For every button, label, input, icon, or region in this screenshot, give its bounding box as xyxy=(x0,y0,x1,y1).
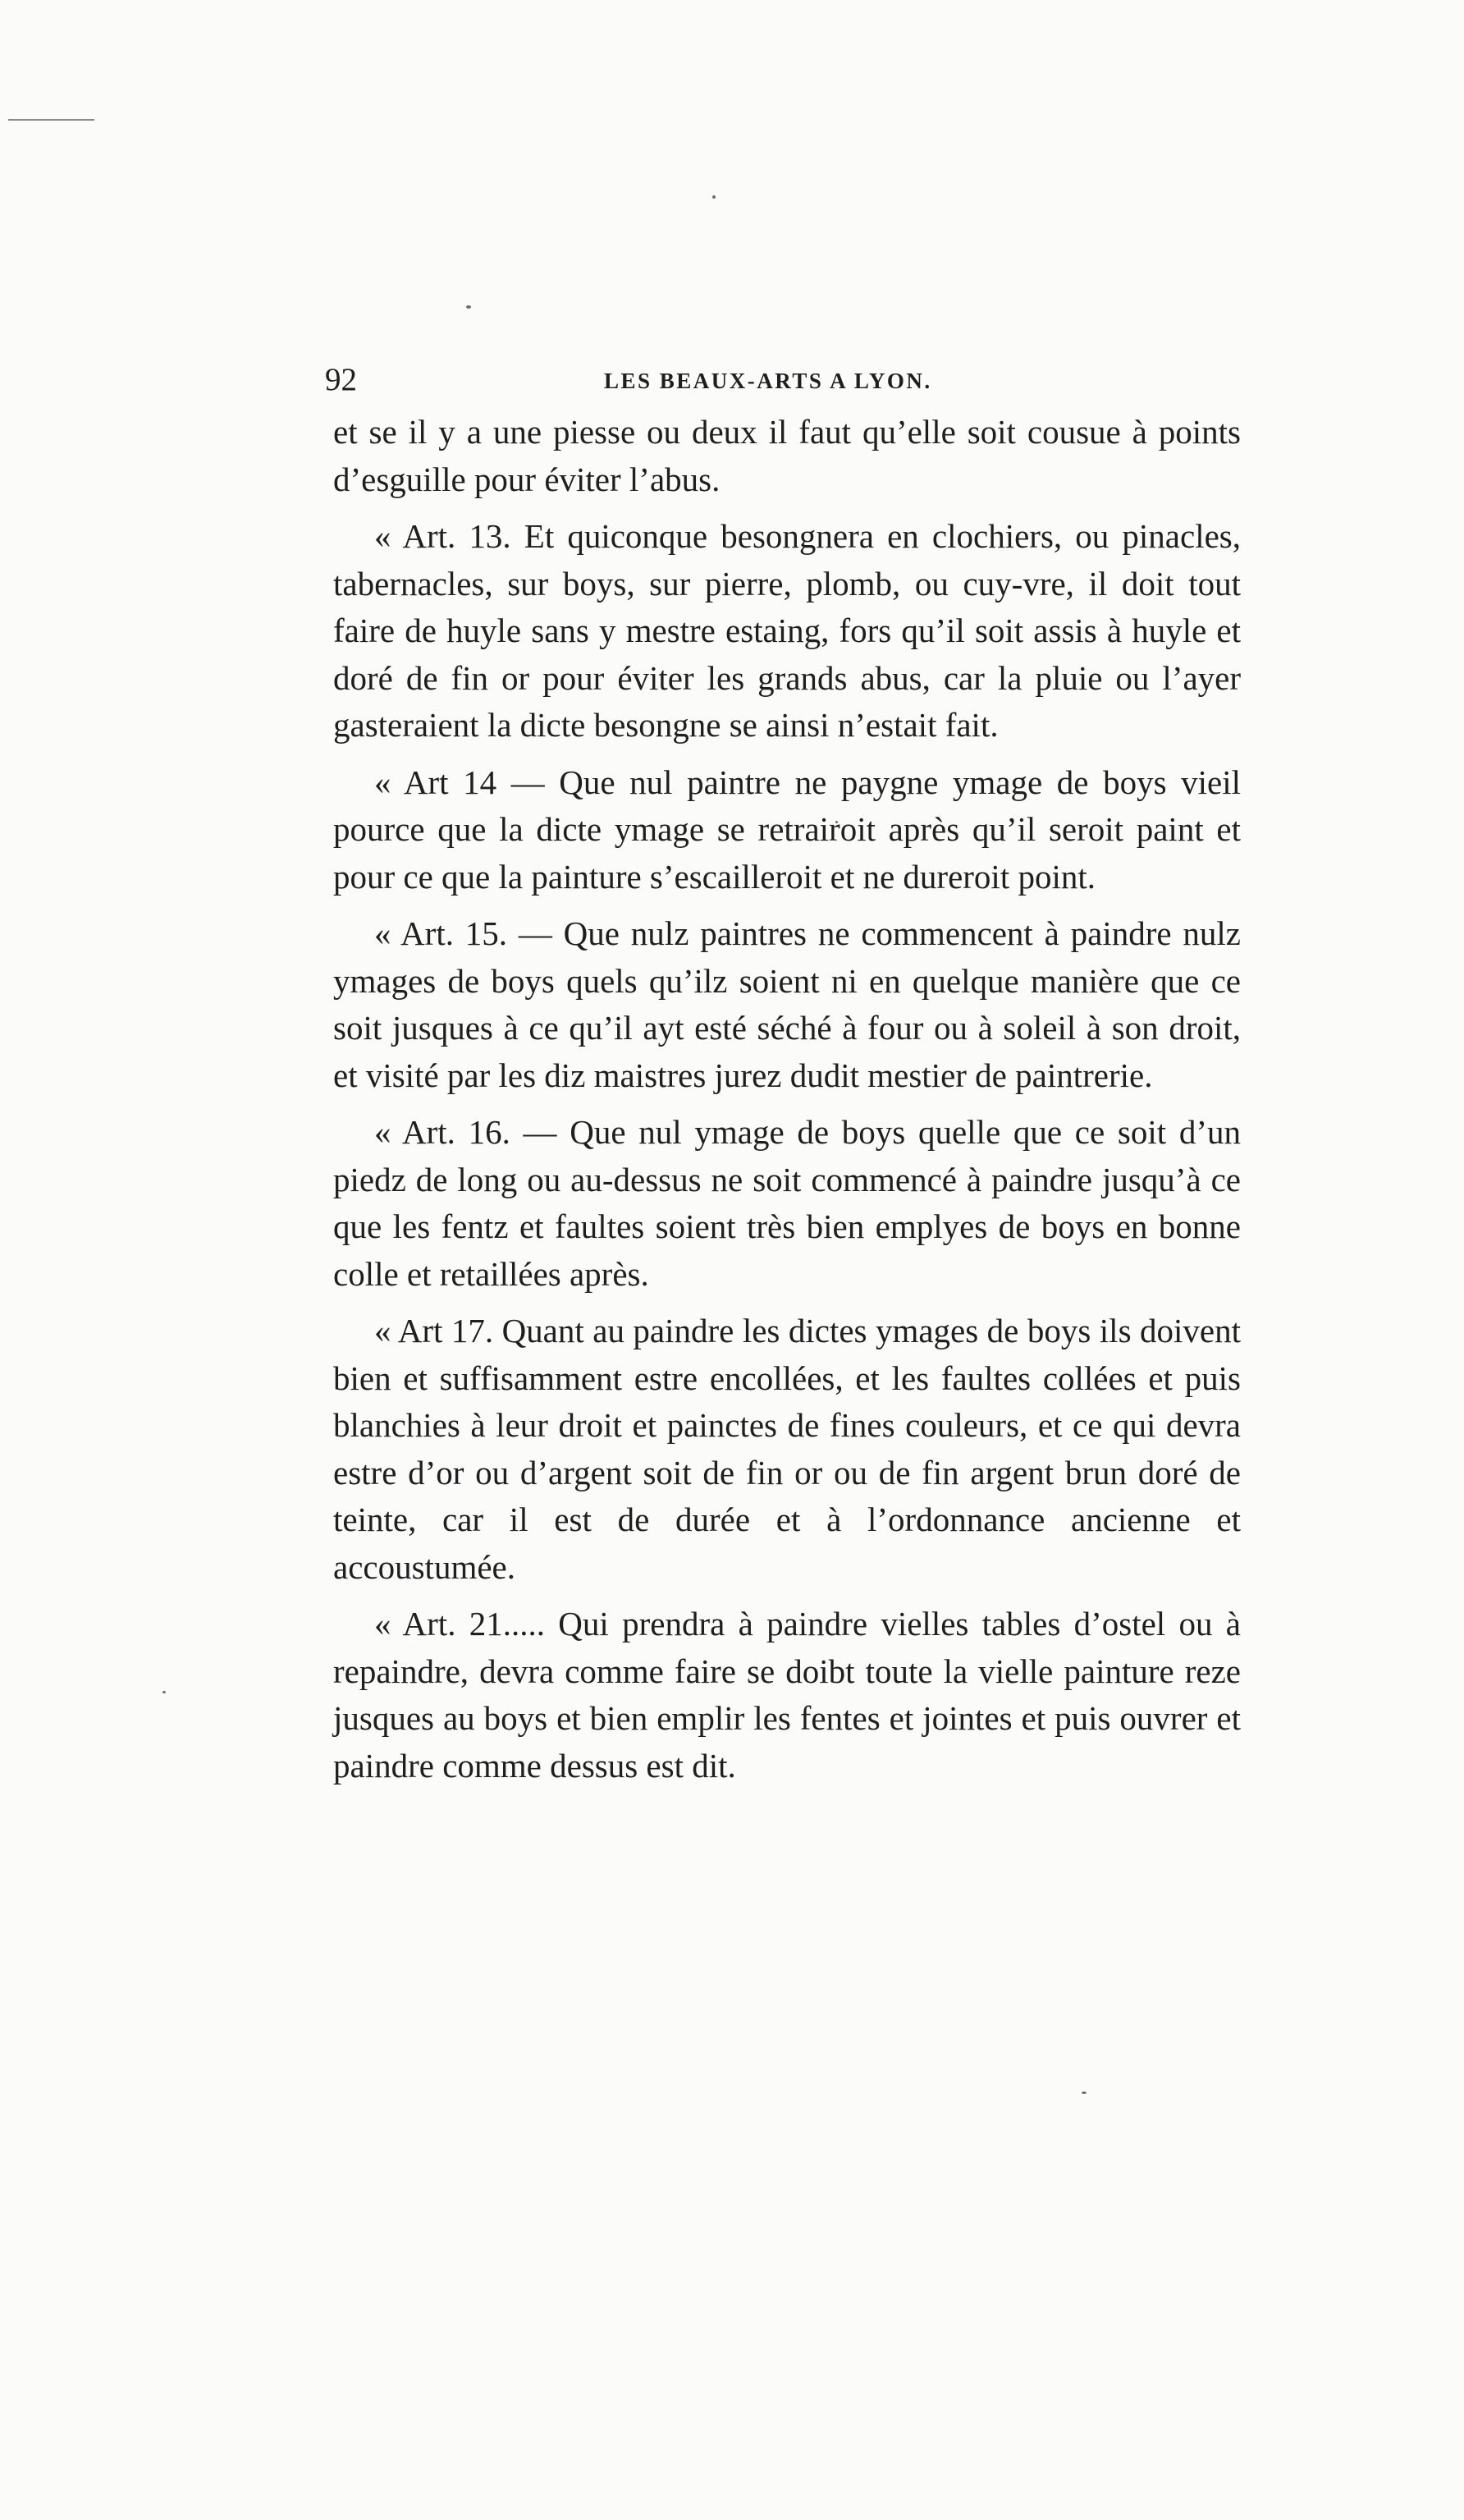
paper-speck xyxy=(1082,2092,1087,2094)
paper-speck xyxy=(466,305,471,309)
paper-speck xyxy=(162,1691,166,1693)
page-header xyxy=(325,360,1249,401)
paragraph-art-21: « Art. 21..... Qui prendra à paindre vielles tables d’ostel ou à repaindre, devra comme faire se doibt toute la vielle painture reze jusques au boys et bien emplir les fentes et jointes et puis ouvrer et paindre comme dessus est dit. xyxy=(333,1605,1241,1785)
margin-rule xyxy=(8,119,94,121)
paragraph-art-13: « Art. 13. Et quiconque besongnera en clochiers, ou pinacles, tabernacles, sur boys, sur pierre, plomb, ou cuy-vre, il doit tout faire de huyle sans y mestre estaing, fors qu’il soit assis à huyle et doré de fin or pour éviter les grands abus, car la pluie ou l’ayer gasteraient la dicte besongne se ainsi n’estait fait. xyxy=(333,517,1241,744)
page-number: 92 xyxy=(325,362,357,397)
paper-speck xyxy=(712,195,716,199)
paragraph-continuation: et se il y a une piesse ou deux il faut qu’elle soit cousue à points d’esguille pour éviter l’abus. xyxy=(333,413,1241,498)
paragraph-art-16: « Art. 16. — Que nul ymage de boys quelle que ce soit d’un piedz de long ou au-dessus ne soit commencé à paindre jusqu’à ce que les fentz et faultes soient très bien emplyes de boys en bonne colle et retaillées après. xyxy=(333,1113,1241,1293)
body-text xyxy=(333,409,1241,1799)
paragraph-art-17: « Art 17. Quant au paindre les dictes ymages de boys ils doivent bien et suffisamment estre encollées, et les faultes collées et puis blanchies à leur droit et painctes de fines couleurs, et ce qui devra estre d’or ou d’argent soit de fin or ou de fin argent brun doré de teinte, car il est de durée et à l’ordonnance ancienne et accoustumée. xyxy=(333,1312,1241,1586)
running-head: LES BEAUX-ARTS A LYON. xyxy=(604,369,932,393)
paragraph-art-15: « Art. 15. — Que nulz paintres ne commencent à paindre nulz ymages de boys quels qu’ilz soient ni en quelque manière que ce soit jusques à ce qu’il ayt esté séché à four ou à soleil à son droit, et visité par les diz maistres jurez dudit mestier de paintrerie. xyxy=(333,914,1241,1094)
paragraph-art-14: « Art 14 — Que nul paintre ne paygne ymage de boys vieil pource que la dicte ymage se retrairoit après qu’il seroit paint et pour ce que la painture s’escailleroit et ne dureroit point. xyxy=(333,763,1241,896)
